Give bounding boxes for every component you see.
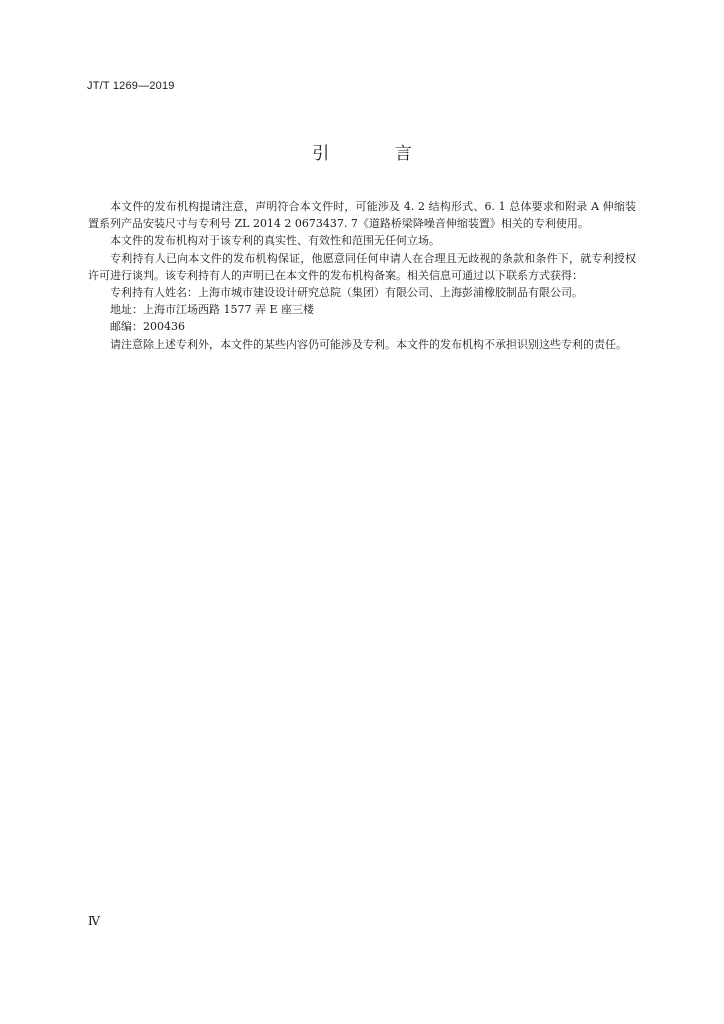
- standard-code: JT/T 1269—2019: [87, 80, 175, 92]
- paragraph-other-patents: 请注意除上述专利外，本文件的某些内容仍可能涉及专利。本文件的发布机构不承担识别这些专利的责任。: [110, 337, 627, 351]
- section-title: 引 言: [312, 144, 442, 164]
- paragraph-no-position: 本文件的发布机构对于该专利的真实性、有效性和范围无任何立场。: [110, 234, 440, 248]
- paragraph-patent-notice: 本文件的发布机构提请注意，声明符合本文件时，可能涉及 4. 2 结构形式、6. 1 总体要求和附录 A 伸缩装置系列产品安装尺寸与专利号 ZL 2014 2 0673437. 7《道路桥梁降噪音伸缩装置》相关的专利使用。: [88, 200, 636, 231]
- paragraph-address: 地址：上海市江场西路 1577 弄 E 座三楼: [110, 303, 315, 317]
- page-number: Ⅳ: [88, 914, 100, 928]
- paragraph-postcode: 邮编：200436: [110, 320, 185, 334]
- document-body: [88, 198, 636, 353]
- paragraph-holder-name: 专利持有人姓名：上海市城市建设设计研究总院（集团）有限公司、上海彭浦橡胶制品有限公司。: [110, 286, 583, 300]
- paragraph-holder-guarantee: 专利持有人已向本文件的发布机构保证，他愿意同任何申请人在合理且无歧视的条款和条件下，就专利授权许可进行谈判。该专利持有人的声明已在本文件的发布机构备案。相关信息可通过以下联系方式获得：: [88, 251, 636, 282]
